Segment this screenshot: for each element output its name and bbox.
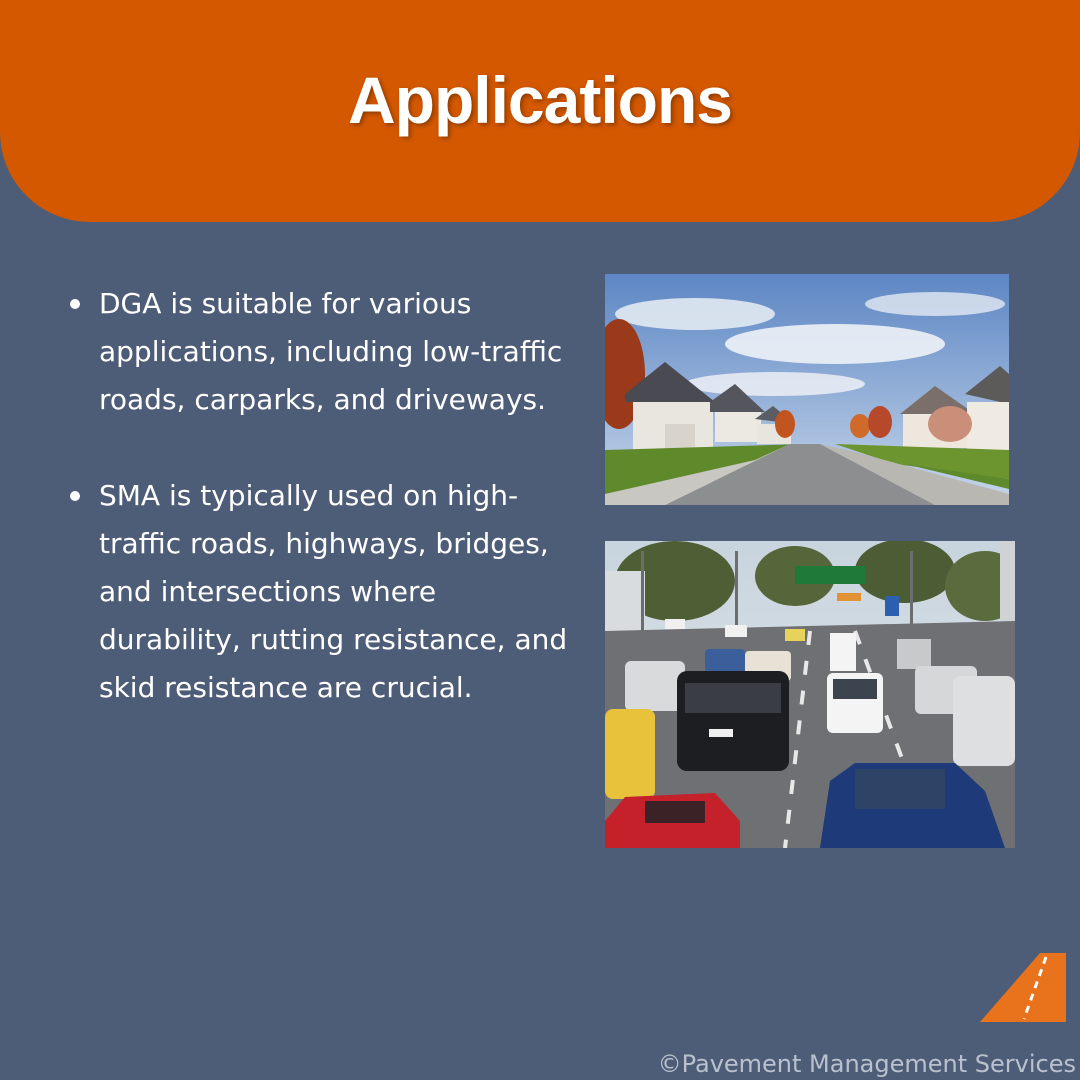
suburban-street-photo [605,274,1009,505]
list-item-sma [66,472,586,712]
bullet-dot-icon [70,491,80,501]
page-title: Applications [347,63,733,137]
bullet-list [66,280,586,712]
city-traffic-intersection-photo [605,541,1015,848]
road-logo-icon [980,953,1066,1022]
bullet-text-sma: SMA is typically used on high-traffic roads, highways, bridges, and intersections where durability, rutting resistance, and skid resistance are crucial. [99,479,568,704]
list-item-dga [66,280,586,424]
bullet-dot-icon [70,299,80,309]
bullet-text-dga: DGA is suitable for various applications, including low-traffic roads, carparks, and driveways. [99,287,563,416]
copyright-text: ©Pavement Management Services [657,1050,1076,1078]
